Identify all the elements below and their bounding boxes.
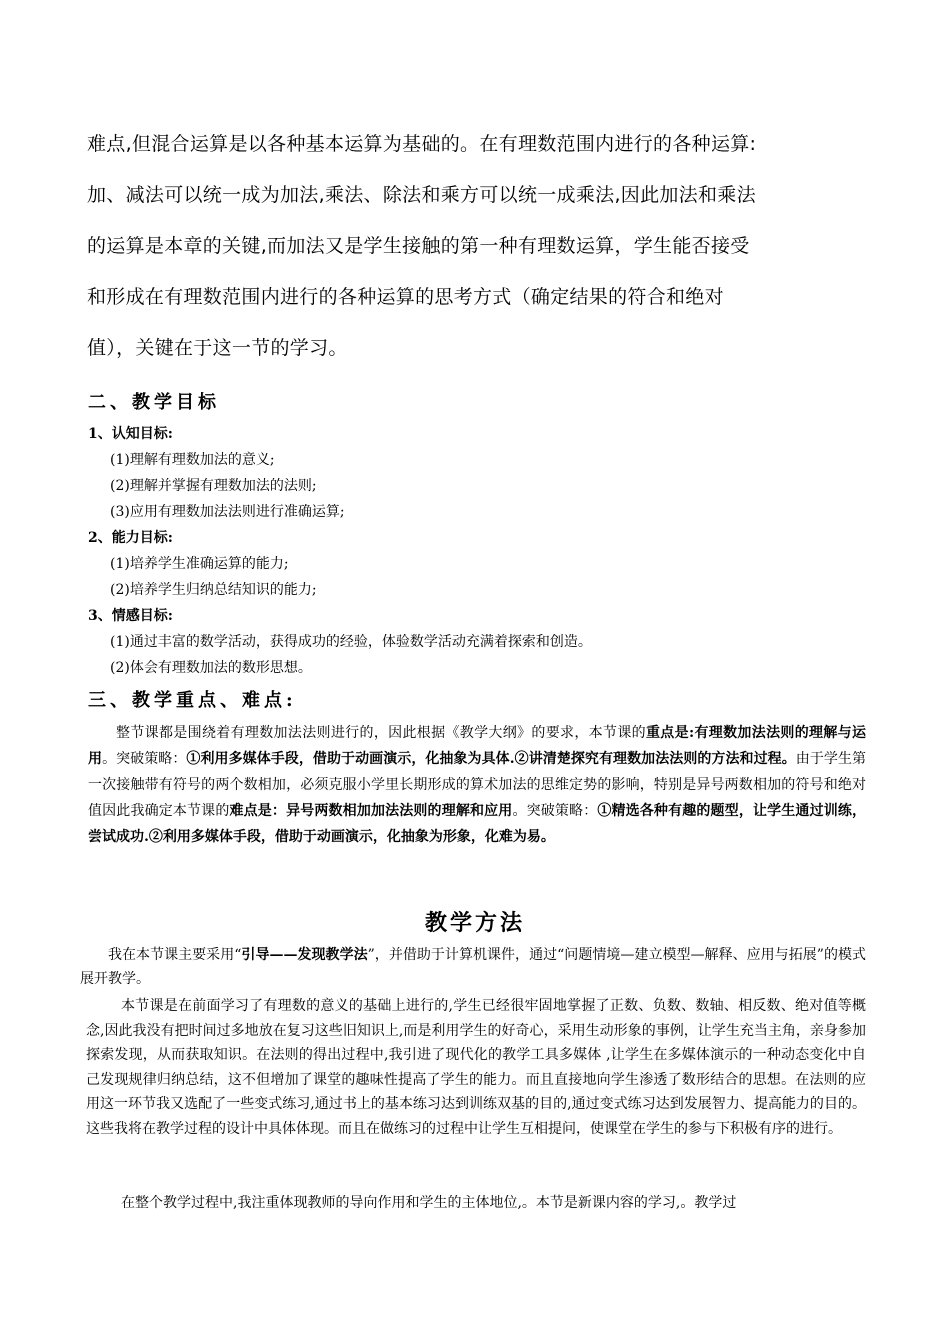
goal-item: (2)培养学生归纳总结知识的能力;	[110, 582, 317, 598]
goal-category-cognitive: 1、认知目标:	[88, 426, 173, 442]
intro-line: 的运算是本章的关键,而加法又是学生接触的第一种有理数运算，学生能否接受	[87, 235, 750, 257]
intro-paragraph	[87, 132, 877, 387]
goal-item: (1)理解有理数加法的意义;	[110, 452, 275, 468]
methods-paragraph-2: 本节课是在前面学习了有理数的意义的基础上进行的,学生已经很牢固地掌握了正数、负数、数轴、相反数、绝对值等概念,因此我没有把时间过多地放在复习这些旧知识上,而是利用学生的好奇心，采用生动形象的事例，让学生充当主角，亲身参加探索发现，从而获取知识。在法则的得出过程中,我引进了现代化的教学工具多媒体 ,让学生在多媒体演示的一种动态变化中自己发现规律归纳总结，这不但增加了课堂的趣味性提高了学生的能力。而且直接地向学生渗透了数形结合的思想。在法则的应用这一环节我又选配了一些变式练习,通过书上的基本练习达到训练双基的目的,通过变式练习达到发展智力、提高能力的目的。这些我将在教学过程的设计中具体体现。而且在做练习的过程中让学生互相提问，使课堂在学生的参与下积极有序的进行。	[86, 998, 866, 1137]
intro-line: 加、减法可以统一成为加法,乘法、除法和乘方可以统一成乘法,因此加法和乘法	[87, 184, 756, 206]
goal-item: (2)理解并掌握有理数加法的法则;	[110, 478, 317, 494]
methods-paragraph-1	[80, 943, 866, 991]
goal-item: (2)体会有理数加法的数形思想。	[110, 660, 312, 676]
strategy-emphasis: ①利用多媒体手段，借助于动画演示，化抽象为具体.②讲清楚探究有理数加法法则的方法和过程。	[186, 751, 796, 767]
strategy-emphasis: ①精选各种有趣的题型，让学生通过训练，尝试成功.②利用多媒体手段，借助于动画演示，化抽象为形象，化难为易。	[88, 803, 867, 845]
goal-item: (1)通过丰富的数学活动，获得成功的经验，体验数学活动充满着探索和创造。	[110, 634, 592, 650]
goal-item: (3)应用有理数加法法则进行准确运算;	[110, 504, 345, 520]
section-heading-goals: 二、教学目标	[88, 392, 220, 413]
goal-item: (1)培养学生准确运算的能力;	[110, 556, 289, 572]
goals-list	[88, 424, 868, 684]
section-heading-key-points: 三、教学重点、难点:	[88, 690, 297, 711]
text-run: 。突破策略：	[102, 751, 187, 767]
method-emphasis: 引导——发现教学法	[241, 947, 368, 963]
key-points-paragraph	[88, 720, 866, 850]
text-run: 整节课都是围绕着有理数加法法则进行的，因此根据《教学大纲》的要求，本节课的	[116, 725, 646, 741]
text-run: ”，并借助于计算机课件，通过“问题情境—建立模型—解释、应用与拓展”的模式展开教学。	[80, 947, 866, 987]
difficulty-emphasis: 难点是：异号两数相加加法法则的理解和应用	[229, 803, 513, 819]
methods-paragraph-3: 在整个教学过程中,我注重体现教师的导向作用和学生的主体地位,。本节是新课内容的学习,。教学过	[121, 1195, 737, 1211]
intro-line: 难点,但混合运算是以各种基本运算为基础的。在有理数范围内进行的各种运算:	[87, 133, 757, 155]
intro-line: 值），关键在于这一节的学习。	[87, 337, 348, 359]
goal-category-ability: 2、能力目标:	[88, 530, 173, 546]
methods-title: 教学方法	[424, 910, 525, 936]
goal-category-emotion: 3、情感目标:	[88, 608, 173, 624]
key-point-emphasis: 重点是:有理数加法法则的理解与运用	[88, 725, 867, 767]
text-run: 我在本节课主要采用“	[108, 947, 242, 963]
intro-line: 和形成在有理数范围内进行的各种运算的思考方式（确定结果的符合和绝对	[87, 286, 724, 308]
text-run: 由于学生第一次接触带有符号的两个数相加，必须克服小学里长期形成的算术加法的思维定势的影响，特别是异号两数相加的符号和绝对值因此我确定本节课的	[88, 751, 867, 819]
text-run: 。突破策略：	[512, 803, 598, 819]
